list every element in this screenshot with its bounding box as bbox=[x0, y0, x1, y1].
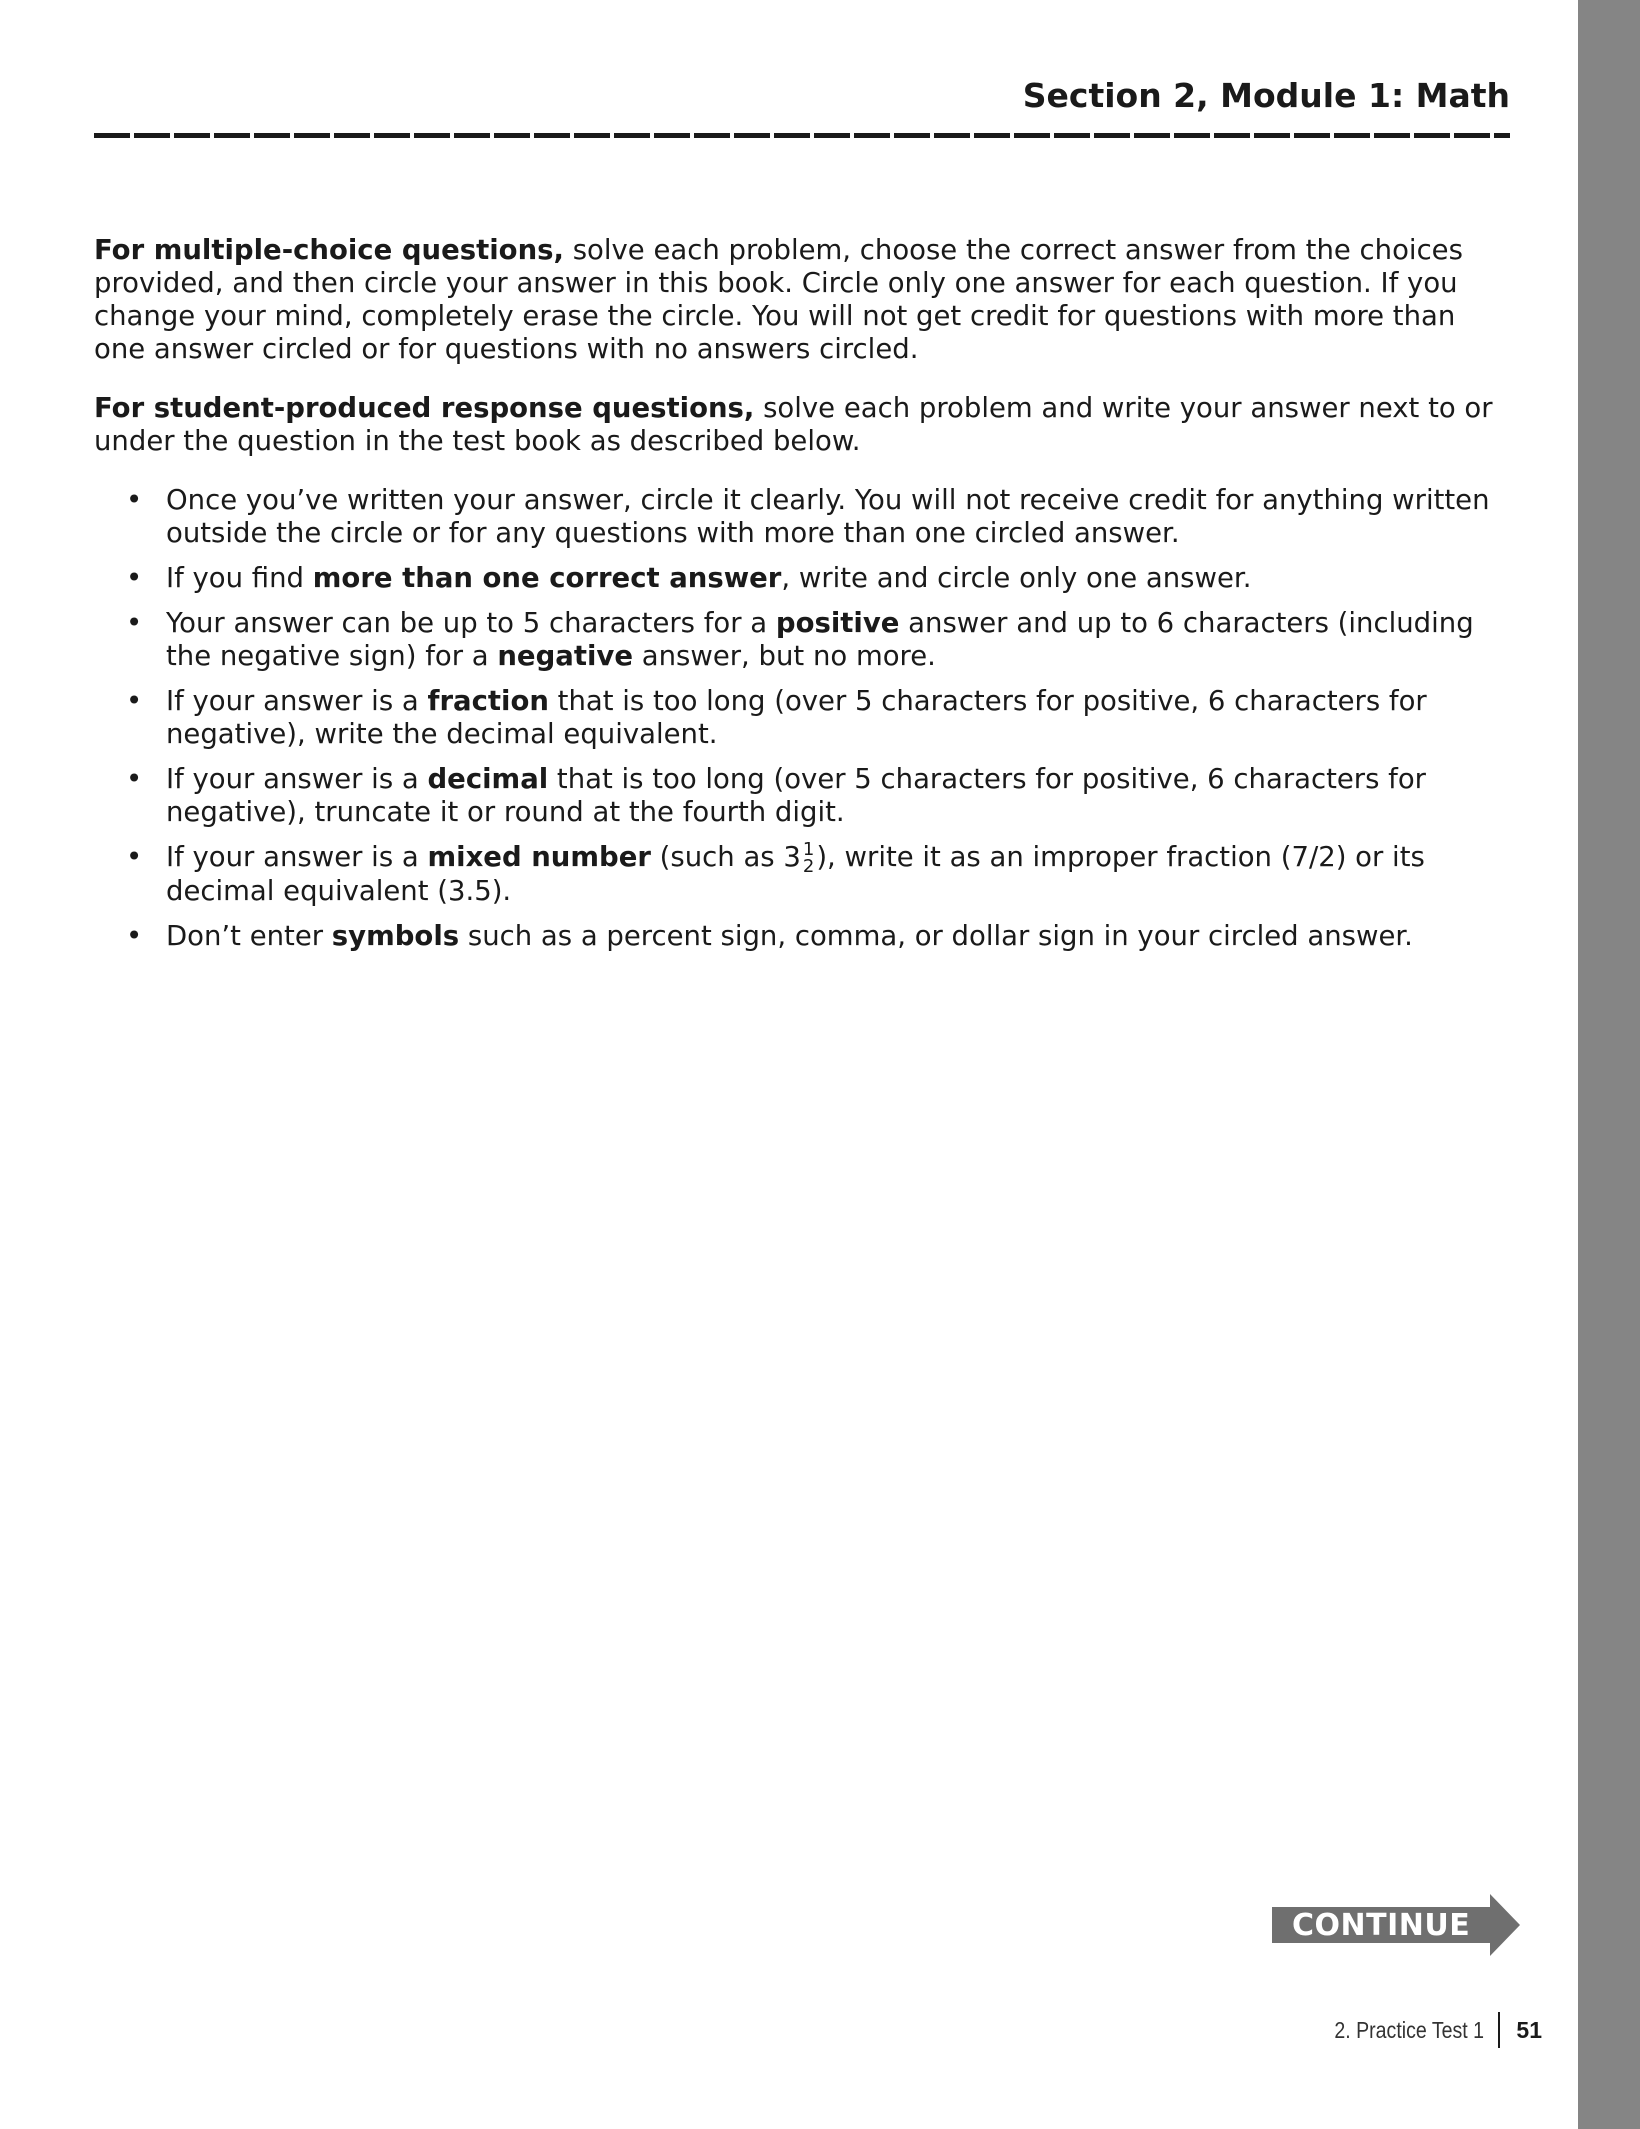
page-edge-band bbox=[1578, 0, 1640, 2129]
mc-lead: For multiple-choice questions, bbox=[94, 234, 564, 266]
spr-text: solve each problem and write your answer next to or under the question in the test book as described below. bbox=[94, 392, 1493, 457]
footer-chapter: 2. Practice Test 1 bbox=[1334, 2016, 1485, 2043]
bullet-icon: • bbox=[126, 484, 143, 516]
list-item: • If your answer is a fraction that is too long (over 5 characters for positive, 6 characters for negative), write the decimal equivalent. bbox=[126, 685, 1427, 750]
section-title: Section 2, Module 1: Math bbox=[1022, 76, 1510, 115]
list-item: • If you find more than one correct answer, write and circle only one answer. bbox=[126, 562, 1252, 594]
spr-rules-list bbox=[94, 484, 1514, 953]
page-footer bbox=[1308, 2012, 1542, 2048]
mc-instructions bbox=[94, 234, 1514, 366]
instructions bbox=[94, 234, 1514, 965]
list-item: • Don’t enter symbols such as a percent sign, comma, or dollar sign in your circled answer. bbox=[126, 920, 1413, 952]
list-item: • If your answer is a decimal that is too long (over 5 characters for positive, 6 characters for negative), truncate it or round at the fourth digit. bbox=[126, 763, 1426, 828]
spr-lead: For student-produced response questions, bbox=[94, 392, 755, 424]
continue-label: CONTINUE bbox=[1292, 1908, 1471, 1943]
spr-instructions bbox=[94, 392, 1514, 458]
bullet-icon: • bbox=[126, 763, 143, 795]
list-item: • Your answer can be up to 5 characters for a positive answer and up to 6 characters (including the negative sign) for a negative answer, but no more. bbox=[126, 607, 1474, 672]
footer-divider bbox=[1498, 2012, 1500, 2048]
bullet-icon: • bbox=[126, 685, 143, 717]
dashed-divider bbox=[94, 133, 1510, 138]
page-number: 51 bbox=[1516, 2016, 1542, 2043]
bullet-icon: • bbox=[126, 920, 143, 952]
list-item: • If your answer is a mixed number (such as 3 1 2 ), write it as an improper fraction (7/2) or its decimal equivalent (3.5). bbox=[126, 839, 1425, 907]
bullet-icon: • bbox=[126, 562, 143, 594]
bullet-icon: • bbox=[126, 607, 143, 639]
fraction-one-half: 1 2 bbox=[802, 839, 815, 877]
continue-banner bbox=[1272, 1894, 1520, 1956]
bullet-icon: • bbox=[126, 841, 143, 873]
mc-text: solve each problem, choose the correct answer from the choices provided, and then circle your answer in this book. Circle only one answer for each question. If you change your mind, completely erase the circle. You will not get credit for questions with more than one answer circled or for questions with no answers circled. bbox=[94, 234, 1463, 365]
list-item: • Once you’ve written your answer, circle it clearly. You will not receive credit for anything written outside the circle or for any questions with more than one circled answer. bbox=[126, 484, 1490, 549]
